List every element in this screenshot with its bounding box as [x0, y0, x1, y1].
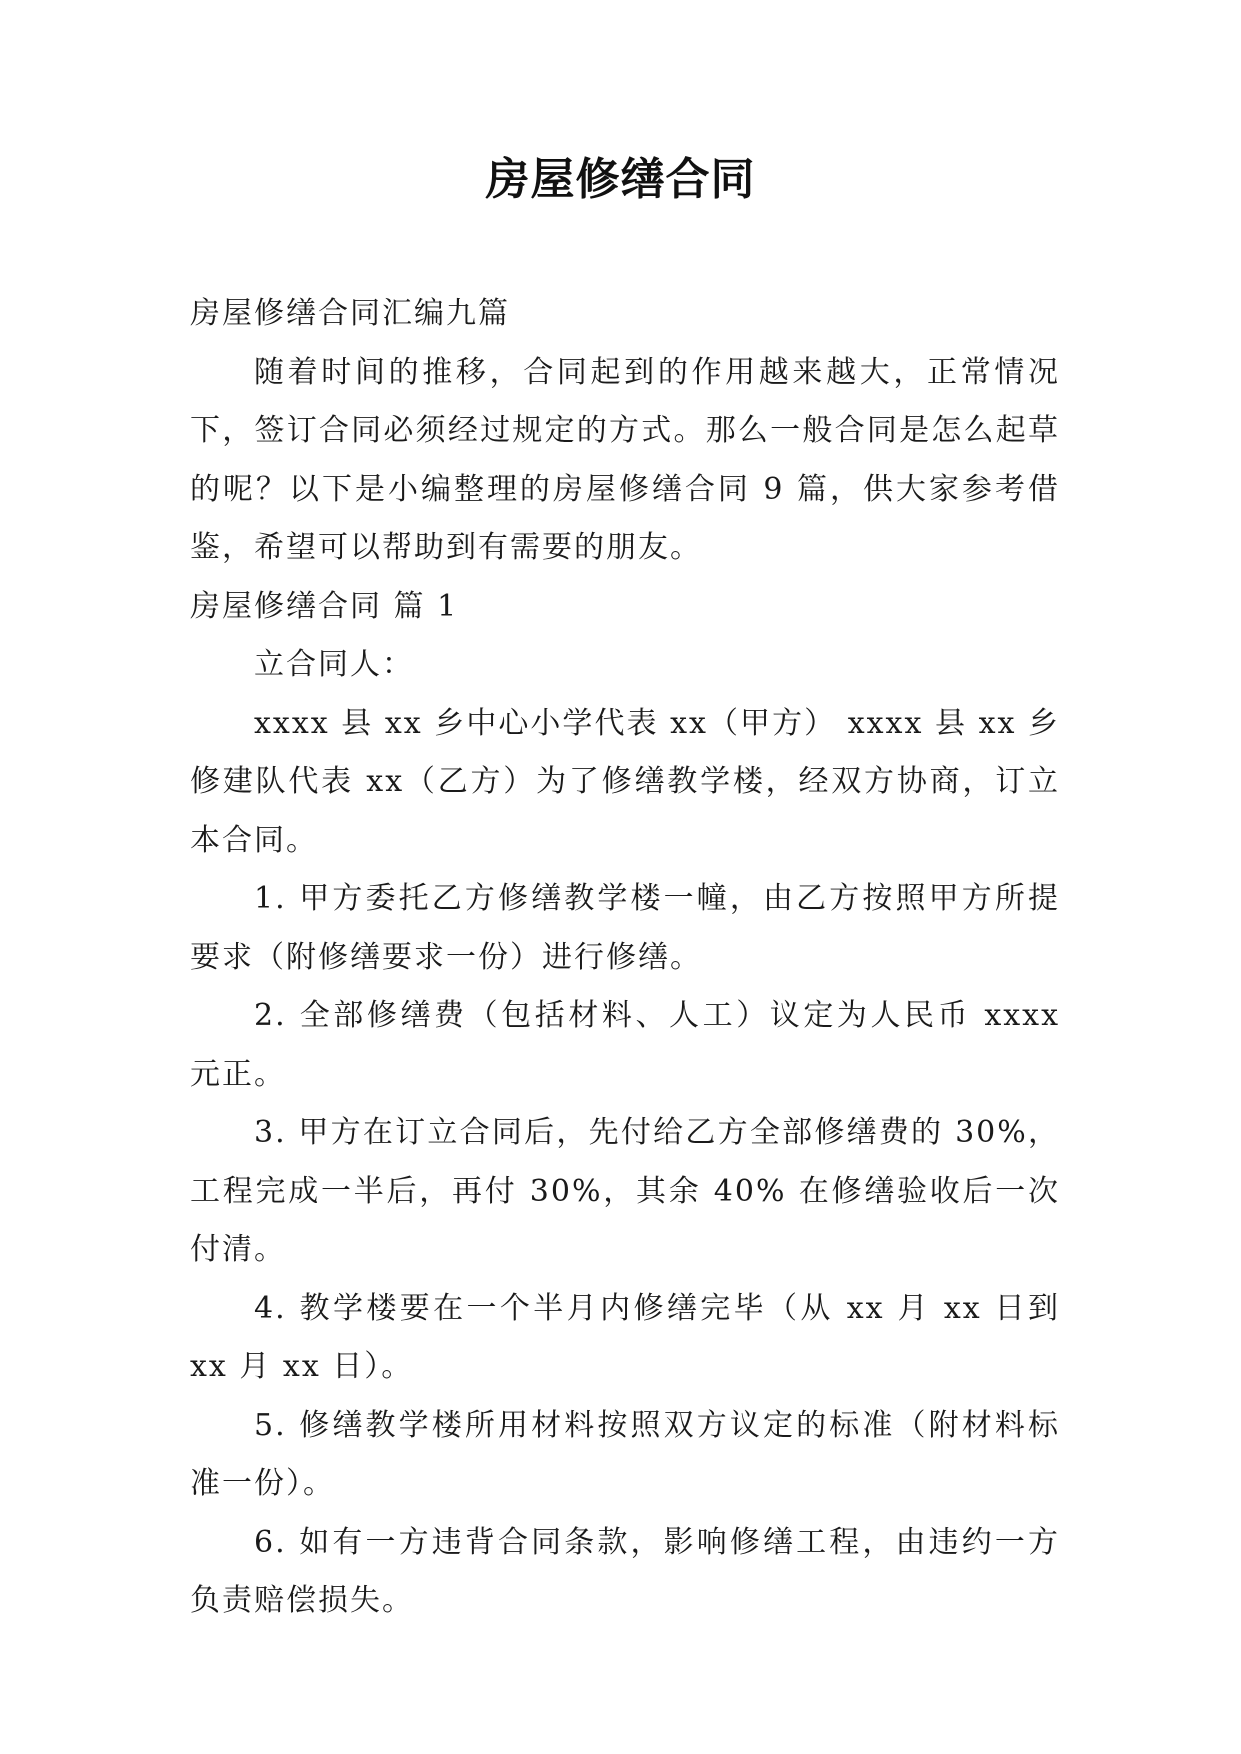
- document-title: 房屋修缮合同: [485, 154, 756, 205]
- paragraph: 4. 教学楼要在一个半月内修缮完毕（从 xx 月 xx 日到 xx 月 xx 日）。: [190, 1290, 1060, 1384]
- paragraph: 5. 修缮教学楼所用材料按照双方议定的标准（附材料标准一份）。: [190, 1407, 1060, 1501]
- paragraph: 随着时间的推移，合同起到的作用越来越大，正常情况下，签订合同必须经过规定的方式。那么一般合同是怎么起草的呢？以下是小编整理的房屋修缮合同 9 篇，供大家参考借鉴，希望可以帮助到有需要的朋友。: [190, 354, 1060, 565]
- paragraph: 房屋修缮合同 篇 1: [190, 588, 459, 624]
- paragraph: 6. 如有一方违背合同条款，影响修缮工程，由违约一方负责赔偿损失。: [190, 1524, 1060, 1618]
- paragraph: 房屋修缮合同汇编九篇: [190, 296, 510, 331]
- paragraph: 2. 全部修缮费（包括材料、人工）议定为人民币 xxxx 元正。: [190, 998, 1060, 1092]
- paragraph: 3. 甲方在订立合同后，先付给乙方全部修缮费的 30%，工程完成一半后，再付 30%，其余 40% 在修缮验收后一次付清。: [190, 1115, 1060, 1267]
- paragraph: 立合同人：: [254, 647, 414, 682]
- document-body: [190, 285, 1060, 1631]
- paragraph: xxxx 县 xx 乡中心小学代表 xx（甲方） xxxx 县 xx 乡修建队代表 xx（乙方）为了修缮教学楼，经双方协商，订立本合同。: [190, 705, 1060, 858]
- paragraph: 1. 甲方委托乙方修缮教学楼一幢，由乙方按照甲方所提要求（附修缮要求一份）进行修缮。: [190, 881, 1060, 975]
